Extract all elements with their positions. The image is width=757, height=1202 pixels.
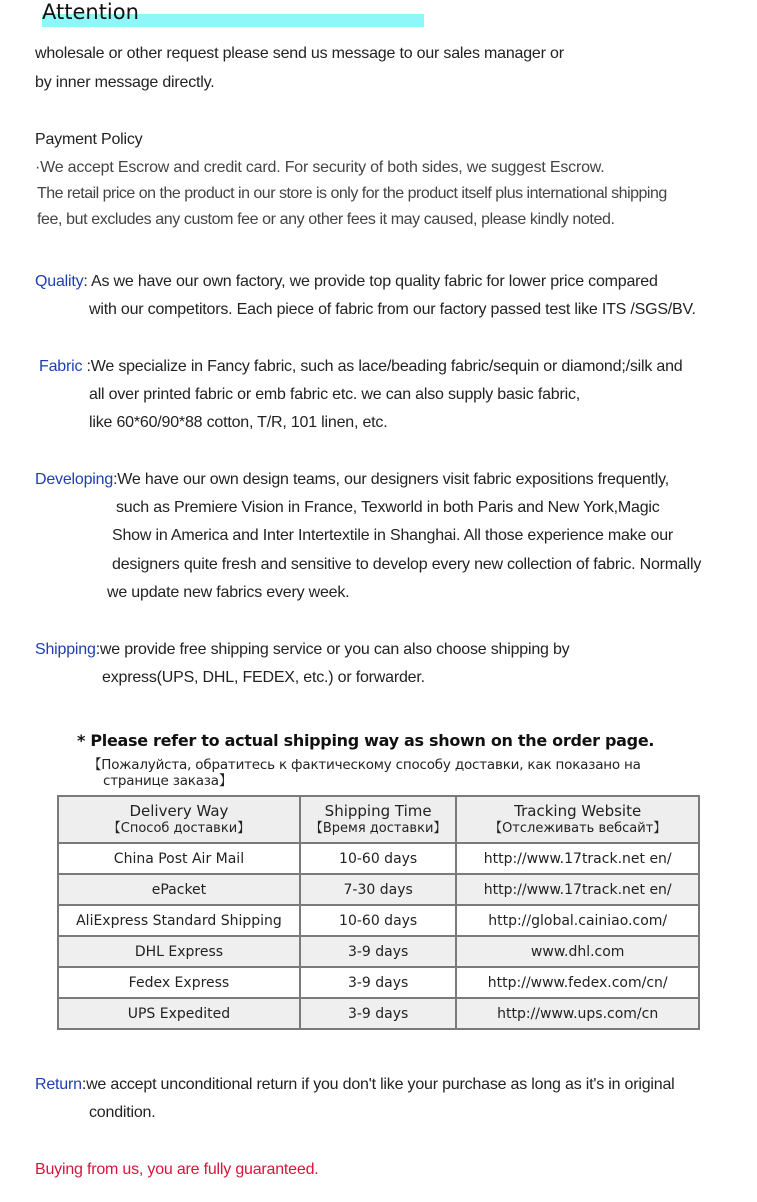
payment-heading: Payment Policy xyxy=(35,131,143,148)
header-tracking-website: Tracking Website 【Отслеживать вебсайт】 xyxy=(456,796,699,843)
developing-line-3: Show in America and Inter Intertextile in Shanghai. All those experience make our xyxy=(112,527,674,544)
developing-line-1: Developing:We have our own design teams, our designers visit fabric expositions frequently, xyxy=(35,471,670,488)
fabric-label: Fabric xyxy=(39,358,83,375)
cell-tracking-website: http://www.17track.net en/ xyxy=(456,874,699,905)
developing-line-2: such as Premiere Vision in France, Texworld in both Paris and New York,Magic xyxy=(116,499,660,516)
cell-shipping-time: 3-9 days xyxy=(300,998,456,1029)
return-line-1: Return:we accept unconditional return if you don't like your purchase as long as it's in original xyxy=(35,1076,675,1093)
payment-line-2: The retail price on the product in our store is only for the product itself plus international shipping xyxy=(37,185,667,202)
fabric-line-3: like 60*60/90*88 cotton, T/R, 101 linen, etc. xyxy=(89,414,388,431)
fabric-line-1: Fabric :We specialize in Fancy fabric, such as lace/beading fabric/sequin or diamond;/silk and xyxy=(39,358,683,375)
payment-line-3: fee, but excludes any custom fee or any other fees it may caused, please kindly noted. xyxy=(37,211,615,228)
cell-delivery-way: Fedex Express xyxy=(58,967,300,998)
guarantee-text: Buying from us, you are fully guaranteed. xyxy=(35,1161,319,1178)
cell-delivery-way: AliExpress Standard Shipping xyxy=(58,905,300,936)
shipping-note-ru-line-2: странице заказа】 xyxy=(103,773,233,789)
cell-tracking-website: www.dhl.com xyxy=(456,936,699,967)
quality-line-1: Quality: As we have our own factory, we provide top quality fabric for lower price compared xyxy=(35,273,658,290)
table-row xyxy=(58,936,699,967)
table-row xyxy=(58,874,699,905)
cell-tracking-website: http://www.fedex.com/cn/ xyxy=(456,967,699,998)
developing-line-4: designers quite fresh and sensitive to develop every new collection of fabric. Normally xyxy=(112,556,702,573)
table-row xyxy=(58,843,699,874)
shipping-line-2: express(UPS, DHL, FEDEX, etc.) or forwarder. xyxy=(102,669,425,686)
cell-delivery-way: DHL Express xyxy=(58,936,300,967)
payment-line-1: ·We accept Escrow and credit card. For security of both sides, we suggest Escrow. xyxy=(35,159,605,176)
table-header-row xyxy=(58,796,699,843)
cell-delivery-way: UPS Expedited xyxy=(58,998,300,1029)
header-delivery-way: Delivery Way 【Способ доставки】 xyxy=(58,796,300,843)
table-row xyxy=(58,967,699,998)
page-title: Attention xyxy=(42,0,139,24)
developing-line-5: we update new fabrics every week. xyxy=(107,584,350,601)
intro-line-1: wholesale or other request please send us message to our sales manager or xyxy=(35,45,564,62)
cell-shipping-time: 10-60 days xyxy=(300,905,456,936)
cell-tracking-website: http://global.cainiao.com/ xyxy=(456,905,699,936)
cell-delivery-way: China Post Air Mail xyxy=(58,843,300,874)
cell-shipping-time: 3-9 days xyxy=(300,936,456,967)
header-shipping-time: Shipping Time 【Время доставки】 xyxy=(300,796,456,843)
cell-delivery-way: ePacket xyxy=(58,874,300,905)
shipping-line-1: Shipping:we provide free shipping service or you can also choose shipping by xyxy=(35,641,570,658)
return-line-2: condition. xyxy=(89,1104,156,1121)
shipping-label: Shipping xyxy=(35,641,96,658)
shipping-note-ru-line-1: 【Пожалуйста, обратитесь к фактическому способу доставки, как показано на xyxy=(88,757,641,773)
intro-line-2: by inner message directly. xyxy=(35,74,215,91)
quality-line-2: with our competitors. Each piece of fabric from our factory passed test like ITS /SGS/BV. xyxy=(89,301,696,318)
shipping-table xyxy=(57,795,700,1030)
quality-label: Quality xyxy=(35,273,84,290)
shipping-note: * Please refer to actual shipping way as shown on the order page. xyxy=(77,731,655,750)
cell-shipping-time: 3-9 days xyxy=(300,967,456,998)
developing-label: Developing xyxy=(35,471,114,488)
fabric-line-2: all over printed fabric or emb fabric etc. we can also supply basic fabric, xyxy=(89,386,581,403)
cell-shipping-time: 10-60 days xyxy=(300,843,456,874)
cell-tracking-website: http://www.17track.net en/ xyxy=(456,843,699,874)
cell-shipping-time: 7-30 days xyxy=(300,874,456,905)
cell-tracking-website: http://www.ups.com/cn xyxy=(456,998,699,1029)
return-label: Return xyxy=(35,1076,82,1093)
table-row xyxy=(58,905,699,936)
table-row xyxy=(58,998,699,1029)
